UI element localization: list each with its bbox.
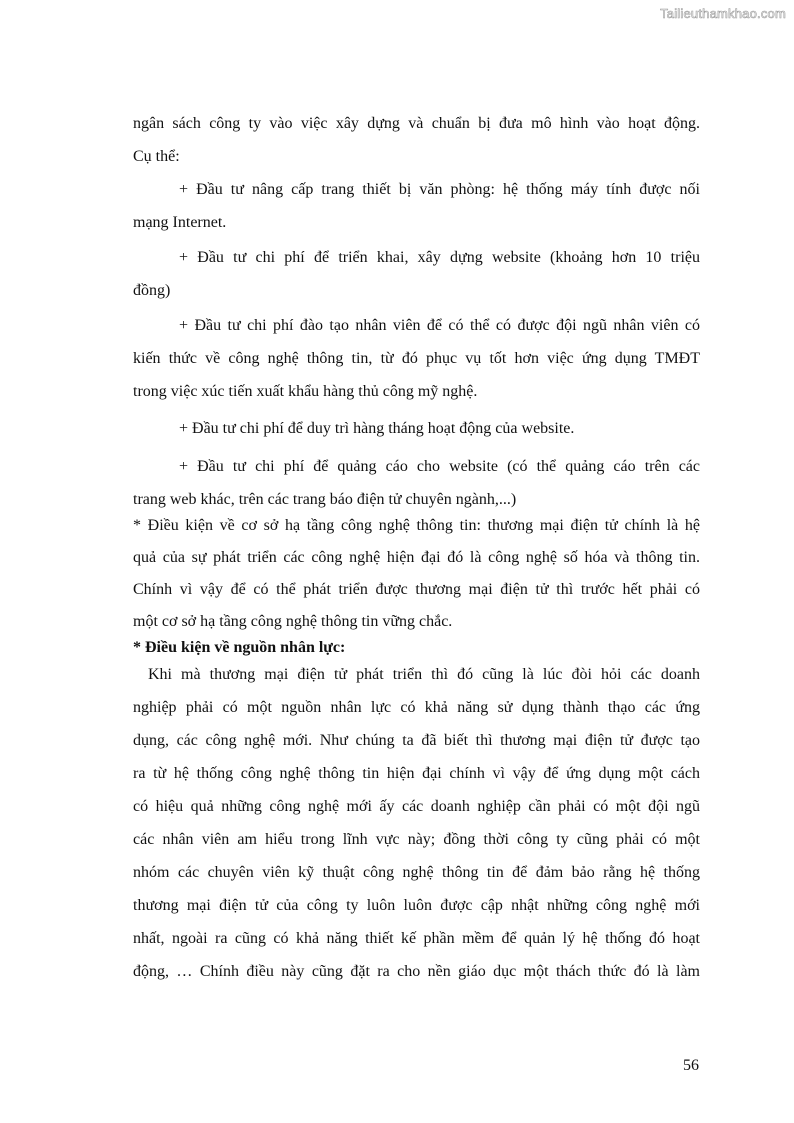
- text-line: quả của sự phát triển các công nghệ hiện đại đó là công nghệ số hóa và thông tin.: [133, 549, 700, 566]
- text-line: * Điều kiện về cơ sở hạ tầng công nghệ thông tin: thương mại điện tử chính là hệ: [133, 517, 700, 534]
- text-line: ra từ hệ thống công nghệ thông tin hiện đại chính vì vậy để ứng dụng một cách: [133, 765, 700, 782]
- watermark: Tailieuthamkhao.com: [660, 6, 786, 21]
- text-line: + Đầu tư chi phí để quảng cáo cho website (có thể quảng cáo trên các: [179, 458, 700, 475]
- list-item: [133, 316, 700, 402]
- text-line: mạng Internet.: [133, 214, 227, 231]
- text-line: + Đầu tư chi phí để duy trì hàng tháng hoạt động của website.: [179, 420, 575, 437]
- text-line: nghiệp phải có một nguồn nhân lực có khả năng sử dụng thành thạo các ứng: [133, 699, 700, 716]
- list-item: [133, 180, 700, 233]
- text-line: + Đầu tư chi phí để triển khai, xây dựng website (khoảng hơn 10 triệu: [179, 249, 700, 266]
- text-line: trang web khác, trên các trang báo điện tử chuyên ngành,...): [133, 491, 517, 508]
- text-line: động, … Chính điều này cũng đặt ra cho nền giáo dục một thách thức đó là làm: [133, 963, 700, 980]
- text-line: nhóm các chuyên viên kỹ thuật công nghệ thông tin để đảm bảo rằng hệ thống: [133, 864, 700, 881]
- text-line: Khi mà thương mại điện tử phát triển thì đó cũng là lúc đòi hỏi các doanh: [148, 666, 700, 683]
- text-line: + Đầu tư chi phí đào tạo nhân viên để có thể có được đội ngũ nhân viên có: [179, 317, 700, 334]
- text-line: một cơ sở hạ tầng công nghệ thông tin vững chắc.: [133, 613, 453, 630]
- text-line: Cụ thể:: [133, 148, 180, 165]
- text-line: ngân sách công ty vào việc xây dựng và chuẩn bị đưa mô hình vào hoạt động.: [133, 115, 700, 132]
- document-body: [133, 112, 700, 982]
- text-line: có hiệu quả những công nghệ mới ấy các doanh nghiệp cần phải có một đội ngũ: [133, 798, 700, 815]
- text-line: đồng): [133, 282, 171, 299]
- paragraph-infrastructure: [133, 516, 700, 632]
- page-number: 56: [683, 1057, 699, 1074]
- text-line: các nhân viên am hiểu trong lĩnh vực này; đồng thời công ty cũng phải có một: [133, 831, 700, 848]
- text-line: nhất, ngoài ra cũng có khả năng thiết kế phần mềm để quản lý hệ thống đó hoạt: [133, 930, 700, 947]
- paragraph-human-resources: [133, 665, 700, 982]
- text-line: Chính vì vậy để có thể phát triển được thương mại điện tử thì trước hết phải có: [133, 581, 700, 598]
- text-line: thương mại điện tử của công ty luôn luôn được cập nhật những công nghệ mới: [133, 897, 700, 914]
- list-item: [133, 248, 700, 301]
- list-item: [133, 457, 700, 510]
- text-line: dụng, các công nghệ mới. Như chúng ta đã biết thì thương mại điện tử được tạo: [133, 732, 700, 749]
- list-item: [133, 419, 700, 439]
- text-line: trong việc xúc tiến xuất khẩu hàng thủ công mỹ nghệ.: [133, 383, 478, 400]
- text-line: kiến thức về công nghệ thông tin, từ đó phục vụ tốt hơn việc ứng dụng TMĐT: [133, 350, 700, 367]
- section-heading: * Điều kiện về nguồn nhân lực:: [133, 639, 346, 656]
- text-line: + Đầu tư nâng cấp trang thiết bị văn phòng: hệ thống máy tính được nối: [179, 181, 700, 198]
- paragraph-budget: [133, 114, 700, 167]
